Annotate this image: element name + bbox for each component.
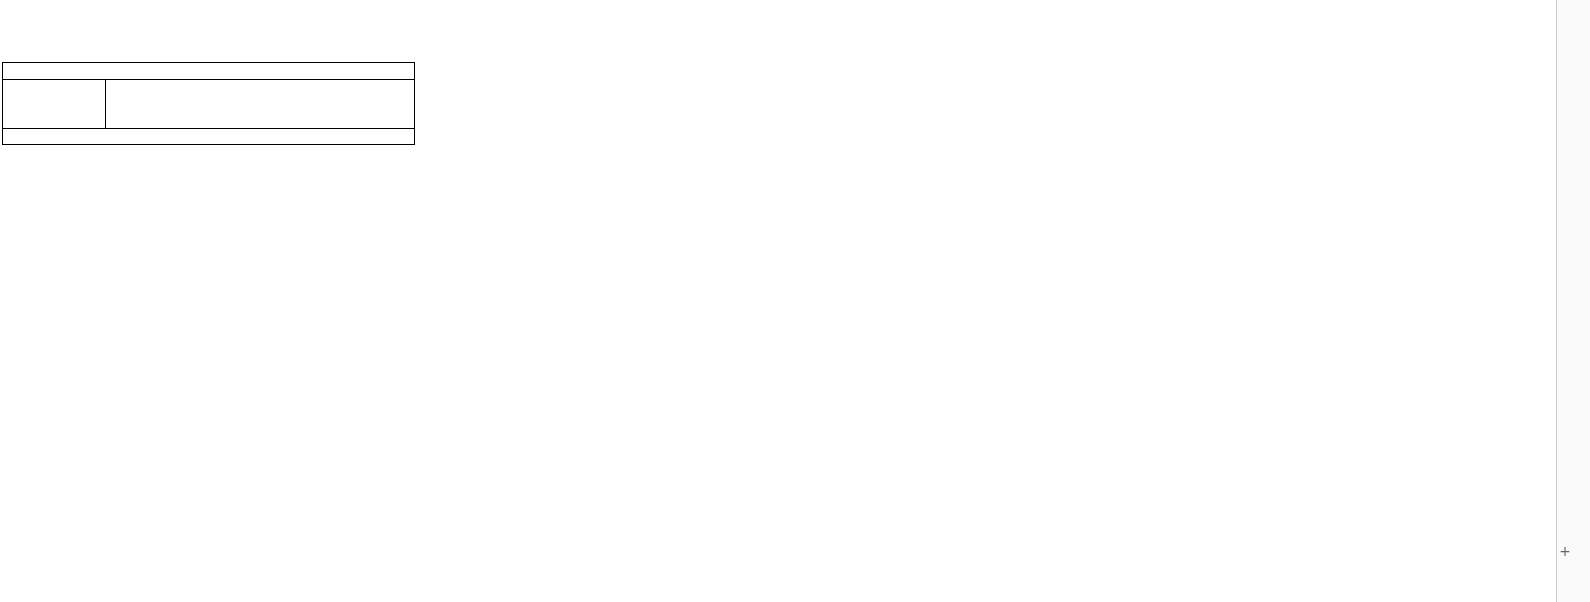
row-index-label (2, 128, 415, 145)
header-code (2, 79, 106, 129)
table-title (0, 4, 1556, 36)
header-name (105, 79, 415, 129)
header-item-group (2, 62, 415, 80)
vertical-scrollbar[interactable] (1556, 0, 1590, 602)
plus-icon[interactable]: + (1559, 544, 1571, 560)
